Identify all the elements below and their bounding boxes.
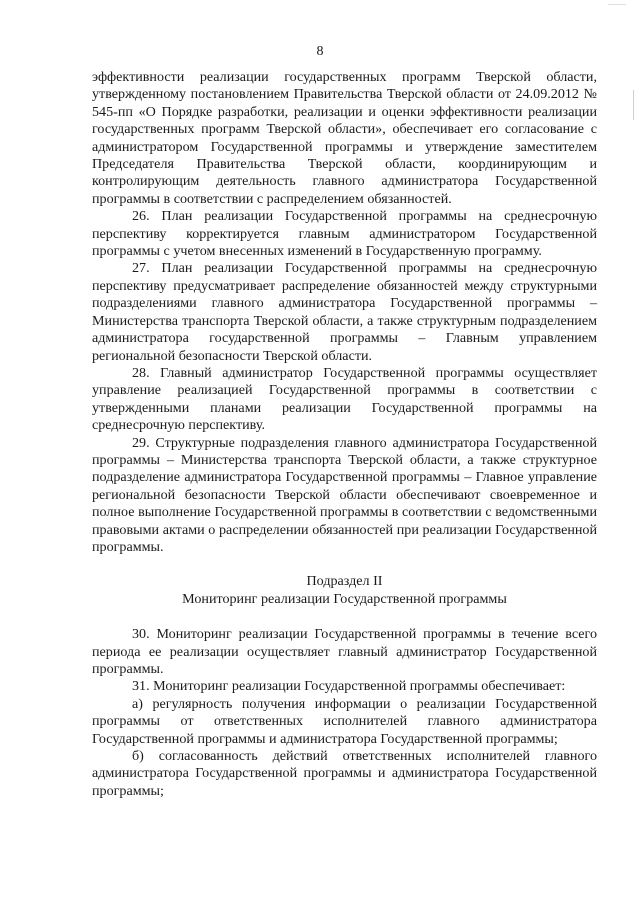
paragraph-27: 27. План реализации Государственной программы на среднесрочную перспективу предусматривает распределение обязанностей между структурными подразделениями главного администратора Государственной программы – Министерства транспорта Тверской области, а также структурным подразделением администратора государственной программы – Главным управлением региональной безопасности Тверской области.	[92, 260, 597, 364]
scan-artifact	[633, 90, 634, 120]
scan-artifact	[608, 4, 626, 5]
paragraph-31b: б) согласованность действий ответственных исполнителей главного администратора Государственной программы и администратора Государственной программы;	[92, 748, 597, 799]
heading-spacer	[92, 608, 597, 626]
document-body	[92, 69, 597, 800]
paragraph-29: 29. Структурные подразделения главного администратора Государственной программы – Министерства транспорта Тверской области, а также структурное подразделение администратора Государственной программы – Главное управление региональной безопасности Тверской области обеспечивают своевременное и полное выполнение Государственной программы в соответствии с ведомственными правовыми актами о распределении обязанностей при реализации Государственной программы.	[92, 434, 597, 555]
subsection-title: Мониторинг реализации Государственной программы	[182, 590, 507, 607]
paragraph-continuation: эффективности реализации государственных программ Тверской области, утвержденному постановлением Правительства Тверской области от 24.09.2012 № 545-пп «О Порядке разработки, реализации и оценки эффективности реализации государственных программ Тверской области», обеспечивает его согласование с администратором Государственной программы и утверждение заместителем Председателя Правительства Тверской области, координирующим и контролирующим деятельность главного администратора Государственной программы в соответствии с распределением обязанностей.	[92, 69, 597, 207]
paragraph-31a: а) регулярность получения информации о реализации Государственной программы от ответственных исполнителей главного администратора Государственной программы и администратора Государственной программы;	[92, 695, 597, 747]
paragraph-28: 28. Главный администратор Государственной программы осуществляет управление реализацией Государственной программы в соответствии с утвержденными планами реализации Государственной программы на среднесрочную перспективу.	[92, 364, 597, 434]
subsection-label: Подраздел II	[306, 573, 383, 590]
paragraph-31: 31. Мониторинг реализации Государственной программы обеспечивает:	[132, 678, 566, 695]
paragraph-26: 26. План реализации Государственной программы на среднесрочную перспективу корректируется главным администратором Государственной программы с учетом внесенных изменений в Государственную программу.	[92, 208, 597, 260]
paragraph-30: 30. Мониторинг реализации Государственной программы в течение всего периода ее реализации осуществляет главный администратор Государственной программы.	[92, 626, 597, 677]
page-number: 8	[316, 44, 324, 59]
